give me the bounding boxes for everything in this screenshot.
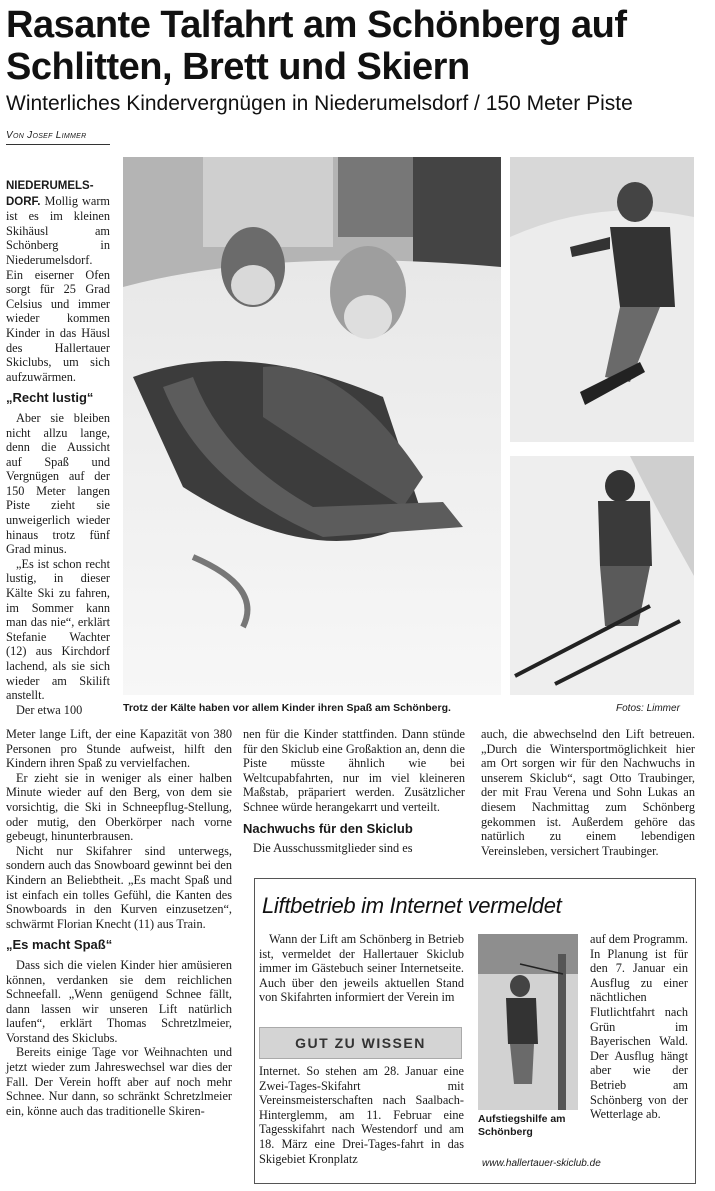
- gut-zu-wissen-badge: GUT ZU WISSEN: [259, 1027, 462, 1059]
- article-para-2: Aber sie bleiben nicht allzu lange, denn die Aussicht auf Spaß und Vergnügen auf der 150 Meter langen Piste zieht sie unweigerlich wieder hinaus trotz fünf Grad minus.: [6, 410, 110, 557]
- headline: Rasante Talfahrt am Schönberg auf Schlitten, Brett und Skiern: [6, 4, 627, 88]
- article-column-1-lower: [6, 727, 232, 1118]
- main-photo-caption: Trotz der Kälte haben vor allem Kinder ihren Spaß am Schönberg.: [123, 702, 451, 714]
- info-box-photo-caption: Aufstiegshilfe am Schönberg: [478, 1113, 566, 1138]
- photo-credit: Fotos: Limmer: [616, 703, 680, 714]
- subheading-es-macht-spass: „Es macht Spaß“: [6, 937, 113, 953]
- article-para-8: Bereits einige Tage vor Weihnachten und jetzt wieder zum Jahreswechsel war dies der Fall. Der Verein hofft aber auf noch mehr Schnee. Nur dann, so schränkt Schretzlmeier ein, könne auch das traditionelle Skiren-: [6, 1045, 232, 1118]
- subheading-nachwuchs: Nachwuchs für den Skiclub: [243, 820, 413, 836]
- info-box-title: Liftbetrieb im Internet vermeldet: [262, 893, 562, 918]
- photo-skier: [510, 456, 694, 695]
- photo-snowboarder: [510, 157, 694, 442]
- article-para-4a: Der etwa 100: [16, 702, 83, 717]
- article-para-10b: auch, die abwechselnd den Lift betreuen. „Durch die Wintersportmöglichkeit hier am Ort sorgen wir für den Nachwuchs in unserem Skiclub“, sagt Otto Traubinger, der mit Frau Verena und Sohn Lukas an diesem Nachmittag zum Schönberg gekommen ist. Außerdem gehöre das natürlich zu einem lebendigen Vereinsleben, versichert Traubinger.: [481, 727, 695, 858]
- article-column-3: [481, 727, 695, 858]
- info-box-photo-skilift: [478, 934, 578, 1110]
- article-para-4b: Meter lange Lift, der eine Kapazität von 380 Personen pro Stunde aufweist, hilft den Kindern ihren Spaß zu vervielfachen.: [6, 727, 232, 771]
- info-box-text-2: Internet. So stehen am 28. Januar eine Zwei-Tages-Skifahrt mit Vereinsmeisterschaften nach Saalbach-Hinterglemm, am 11. Februar eine Tagesskifahrt nach Westendorf und am 18. März eine Drei-Tages-fahrt in das Skigebiet Kronplatz: [259, 1064, 464, 1166]
- main-photo-sledding-kids: [123, 157, 501, 695]
- article-para-3: „Es ist schon recht lustig, in dieser Kälte Ski zu fahren, im Sommer kann man das nie“, erklärt Stefanie Wachter (12) aus Kirchdorf lachend, als sie sich wieder am Skilift anstellt.: [6, 556, 110, 703]
- subheadline: Winterliches Kindervergnügen in Niederumelsdorf / 150 Meter Piste: [6, 92, 633, 115]
- article-para-1: NIEDERUMELS-DORF. Mollig warm ist es im kleinen Skihäusl am Schönberg in Niederumelsdorf. Ein eiserner Ofen sorgt für 25 Grad Celsius und immer wieder kommen Kinder in das Häusl des Hallertauer Skiclubs, um sich aufzuwärmen.: [6, 180, 110, 384]
- article-para-7: Dass sich die vielen Kinder hier amüsieren können, verdanken sie dem reichlichen Schneefall. „Wenn genügend Schnee fällt, dann lassen wir unseren Lift natürlich laufen“, erklärt Thomas Schretzlmeier, Vorstand des Skiclubs.: [6, 957, 232, 1045]
- article-para-9: nen für die Kinder stattfinden. Dann stünde für den Skiclub eine Großaktion an, denn die Piste müsste ähnlich wie bei Weltcupabfahrten, nur im viel kleineren Maßstab, präpariert werden. Zusätzlicher Schnee würde herangekarrt und verteilt.: [243, 727, 465, 814]
- article-para-10a: Die Ausschussmitglieder sind es: [253, 841, 413, 856]
- byline: Von Josef Limmer: [6, 130, 87, 141]
- article-column-1-upper: [6, 178, 110, 717]
- dateline: NIEDERUMELS-DORF.: [6, 180, 94, 208]
- article-para-5: Er zieht sie in weniger als einer halben Minute wieder auf den Berg, von dem sie vorsichtig, die Ski in Schneepflug-Stellung, oder mutig, den Oberkörper nach vorne gebeugt, hinunterbrausen.: [6, 770, 232, 844]
- info-box-text-3: auf dem Programm. In Planung ist für den 7. Januar ein Ausflug zu einer nächtlichen Flutlichtfahrt nach Grün im Bayerischen Wald. Der Ausflug hängt aber wie der Betrieb am Schönberg von der Wetterlage ab.: [590, 932, 689, 1122]
- info-box-text-1: Wann der Lift am Schönberg in Betrieb ist, vermeldet der Hallertauer Skiclub immer im Gästebuch seiner Internetseite. Auch über den jeweils aktuellen Stand von Skifahrten informiert der Verein im: [259, 932, 464, 1005]
- article-para-6: Nicht nur Skifahrer sind unterwegs, sondern auch das Snowboard gewinnt bei den Kindern an Beliebtheit. „Es macht Spaß und ist einfach ein tolles Gefühl, die Kanten des Snowboards in den Kurven einzusetzen“, schwärmt Florian Knecht (11) aus Train.: [6, 843, 232, 931]
- article-column-2: [243, 727, 465, 856]
- subheading-recht-lustig: „Recht lustig“: [6, 390, 94, 406]
- website-link[interactable]: www.hallertauer-skiclub.de: [482, 1158, 601, 1169]
- byline-rule: [6, 144, 110, 145]
